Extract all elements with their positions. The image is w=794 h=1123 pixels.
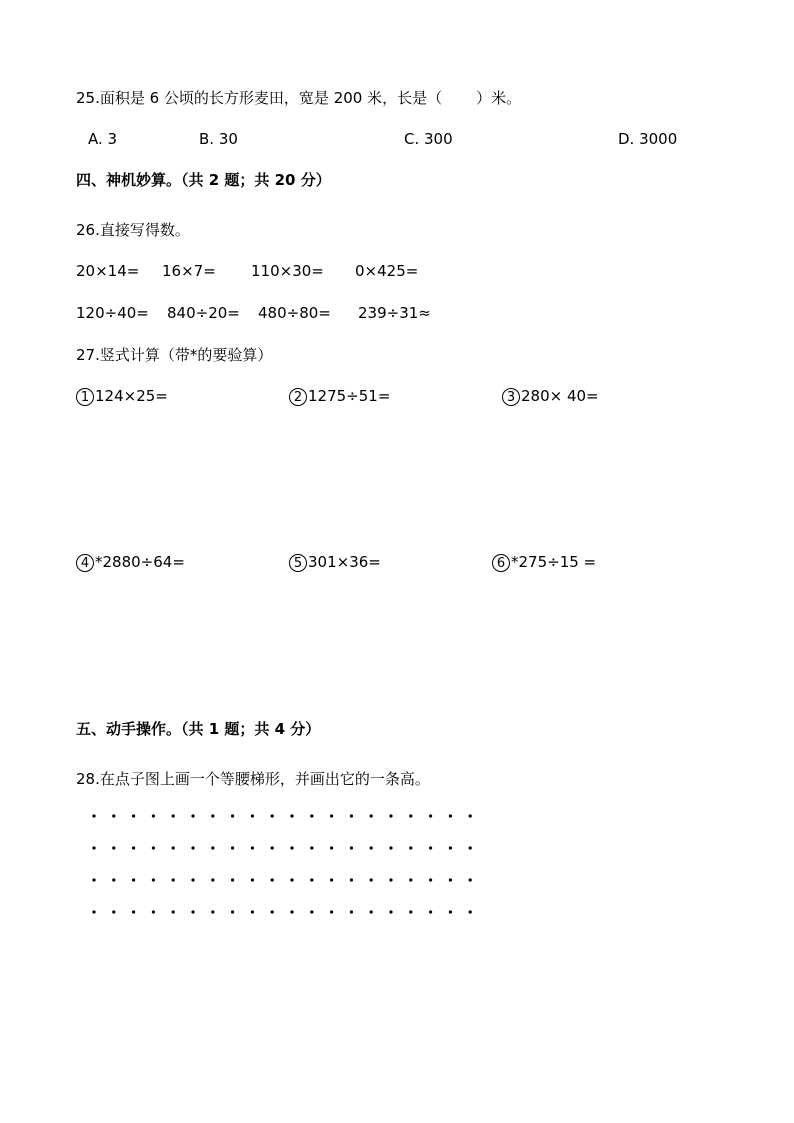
question-25-text-end: ）米。 bbox=[476, 89, 522, 107]
grid-dot[interactable] bbox=[469, 814, 472, 817]
grid-dot[interactable] bbox=[429, 910, 432, 913]
grid-dot[interactable] bbox=[191, 814, 194, 817]
grid-dot[interactable] bbox=[409, 846, 412, 849]
grid-dot[interactable] bbox=[132, 910, 135, 913]
grid-dot[interactable] bbox=[172, 846, 175, 849]
grid-dot[interactable] bbox=[211, 814, 214, 817]
grid-dot[interactable] bbox=[469, 878, 472, 881]
grid-dot[interactable] bbox=[469, 846, 472, 849]
mental-calc-item: 239÷31≈ bbox=[358, 304, 431, 322]
grid-dot[interactable] bbox=[389, 846, 392, 849]
grid-dot[interactable] bbox=[350, 814, 353, 817]
grid-dot[interactable] bbox=[449, 814, 452, 817]
grid-dot[interactable] bbox=[152, 814, 155, 817]
grid-dot[interactable] bbox=[271, 846, 274, 849]
grid-dot[interactable] bbox=[370, 814, 373, 817]
grid-dot[interactable] bbox=[370, 878, 373, 881]
grid-dot[interactable] bbox=[231, 846, 234, 849]
circled-number: 4 bbox=[76, 554, 94, 572]
grid-dot[interactable] bbox=[330, 846, 333, 849]
grid-dot[interactable] bbox=[231, 814, 234, 817]
mental-calc-item: 20×14= bbox=[76, 262, 140, 280]
calc-expression: 280× 40= bbox=[521, 387, 599, 405]
grid-dot[interactable] bbox=[469, 910, 472, 913]
mental-calc-item: 120÷40= bbox=[76, 304, 149, 322]
grid-dot[interactable] bbox=[290, 846, 293, 849]
grid-dot[interactable] bbox=[350, 846, 353, 849]
vertical-calc-item-4 bbox=[76, 552, 185, 572]
grid-dot[interactable] bbox=[271, 910, 274, 913]
grid-dot[interactable] bbox=[449, 910, 452, 913]
grid-dot[interactable] bbox=[330, 814, 333, 817]
grid-dot[interactable] bbox=[132, 814, 135, 817]
grid-dot[interactable] bbox=[92, 846, 95, 849]
section-5-heading: 五、动手操作。（共 1 题；共 4 分） bbox=[76, 720, 321, 738]
circled-number: 1 bbox=[76, 388, 94, 406]
option-b[interactable]: B. 30 bbox=[199, 130, 238, 148]
grid-dot[interactable] bbox=[449, 878, 452, 881]
question-28-title: 28.在点子图上画一个等腰梯形，并画出它的一条高。 bbox=[76, 770, 430, 788]
circled-number: 2 bbox=[289, 388, 307, 406]
circled-number: 5 bbox=[289, 554, 307, 572]
grid-dot[interactable] bbox=[290, 878, 293, 881]
option-d[interactable]: D. 3000 bbox=[618, 130, 678, 148]
grid-dot[interactable] bbox=[231, 878, 234, 881]
mental-calc-item: 110×30= bbox=[251, 262, 324, 280]
grid-dot[interactable] bbox=[191, 846, 194, 849]
grid-dot[interactable] bbox=[409, 878, 412, 881]
question-27-title: 27.竖式计算（带*的要验算） bbox=[76, 346, 273, 364]
grid-dot[interactable] bbox=[231, 910, 234, 913]
calc-expression: 301×36= bbox=[308, 553, 381, 571]
circled-number: 6 bbox=[492, 554, 510, 572]
grid-dot[interactable] bbox=[172, 878, 175, 881]
grid-dot[interactable] bbox=[172, 910, 175, 913]
grid-dot[interactable] bbox=[132, 878, 135, 881]
grid-dot[interactable] bbox=[370, 910, 373, 913]
grid-dot[interactable] bbox=[112, 846, 115, 849]
grid-dot[interactable] bbox=[271, 878, 274, 881]
option-a[interactable]: A. 3 bbox=[88, 130, 118, 148]
vertical-calc-item-2 bbox=[289, 386, 390, 406]
grid-dot[interactable] bbox=[251, 814, 254, 817]
question-25-text: 25.面积是 6 公顷的长方形麦田，宽是 200 米，长是（ bbox=[76, 89, 443, 107]
vertical-calc-item-5 bbox=[289, 552, 381, 572]
grid-dot[interactable] bbox=[211, 878, 214, 881]
calc-expression: *275÷15 = bbox=[511, 553, 597, 571]
vertical-calc-item-1 bbox=[76, 386, 168, 406]
grid-dot[interactable] bbox=[429, 814, 432, 817]
grid-dot[interactable] bbox=[330, 910, 333, 913]
grid-dot[interactable] bbox=[290, 910, 293, 913]
vertical-calc-item-3 bbox=[502, 386, 599, 406]
grid-dot[interactable] bbox=[290, 814, 293, 817]
calc-expression: 1275÷51= bbox=[308, 387, 391, 405]
grid-dot[interactable] bbox=[92, 878, 95, 881]
grid-dot[interactable] bbox=[172, 814, 175, 817]
mental-calc-item: 840÷20= bbox=[167, 304, 240, 322]
grid-dot[interactable] bbox=[449, 846, 452, 849]
grid-dot[interactable] bbox=[191, 878, 194, 881]
grid-dot[interactable] bbox=[310, 910, 313, 913]
calc-expression: *2880÷64= bbox=[95, 553, 185, 571]
grid-dot[interactable] bbox=[92, 814, 95, 817]
option-c[interactable]: C. 300 bbox=[404, 130, 453, 148]
grid-dot[interactable] bbox=[350, 910, 353, 913]
question-26-title: 26.直接写得数。 bbox=[76, 221, 190, 239]
grid-dot[interactable] bbox=[310, 846, 313, 849]
grid-dot[interactable] bbox=[112, 910, 115, 913]
grid-dot[interactable] bbox=[429, 846, 432, 849]
grid-dot[interactable] bbox=[350, 878, 353, 881]
calc-expression: 124×25= bbox=[95, 387, 168, 405]
mental-calc-item: 16×7= bbox=[162, 262, 216, 280]
dot-grid[interactable] bbox=[86, 808, 486, 918]
section-4-heading: 四、神机妙算。（共 2 题；共 20 分） bbox=[76, 171, 331, 189]
grid-dot[interactable] bbox=[389, 910, 392, 913]
grid-dot[interactable] bbox=[370, 846, 373, 849]
grid-dot[interactable] bbox=[211, 910, 214, 913]
grid-dot[interactable] bbox=[271, 814, 274, 817]
mental-calc-item: 0×425= bbox=[355, 262, 419, 280]
grid-dot[interactable] bbox=[211, 846, 214, 849]
circled-number: 3 bbox=[502, 388, 520, 406]
grid-dot[interactable] bbox=[152, 846, 155, 849]
grid-dot[interactable] bbox=[389, 814, 392, 817]
grid-dot[interactable] bbox=[330, 878, 333, 881]
grid-dot[interactable] bbox=[112, 814, 115, 817]
grid-dot[interactable] bbox=[409, 814, 412, 817]
grid-dot[interactable] bbox=[251, 846, 254, 849]
grid-dot[interactable] bbox=[310, 878, 313, 881]
grid-dot[interactable] bbox=[152, 910, 155, 913]
grid-dot[interactable] bbox=[152, 878, 155, 881]
grid-dot[interactable] bbox=[310, 814, 313, 817]
grid-dot[interactable] bbox=[112, 878, 115, 881]
grid-dot[interactable] bbox=[251, 910, 254, 913]
grid-dot[interactable] bbox=[429, 878, 432, 881]
grid-dot[interactable] bbox=[389, 878, 392, 881]
grid-dot[interactable] bbox=[191, 910, 194, 913]
grid-dot[interactable] bbox=[409, 910, 412, 913]
grid-dot[interactable] bbox=[92, 910, 95, 913]
grid-dot[interactable] bbox=[132, 846, 135, 849]
vertical-calc-item-6 bbox=[492, 552, 596, 572]
grid-dot[interactable] bbox=[251, 878, 254, 881]
question-25 bbox=[76, 88, 521, 108]
mental-calc-item: 480÷80= bbox=[258, 304, 331, 322]
